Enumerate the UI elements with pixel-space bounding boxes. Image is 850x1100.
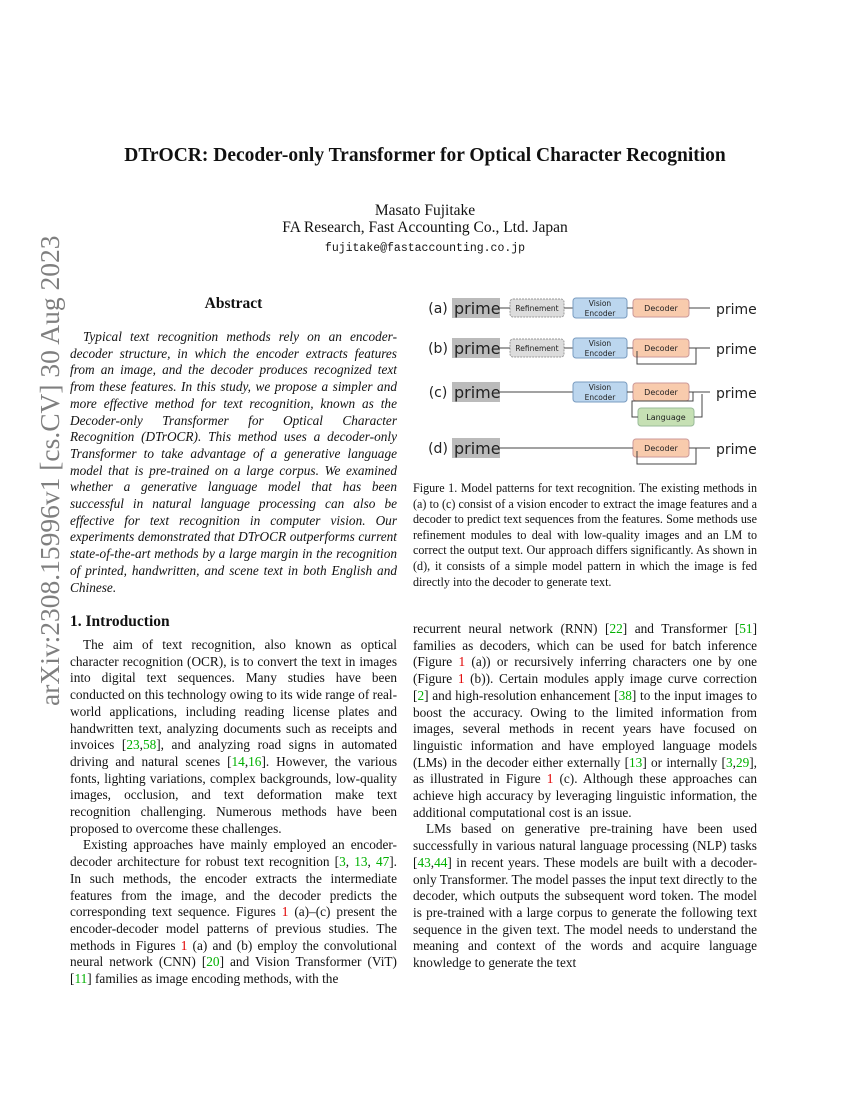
text-run: (a)–(c) present the encoder-decoder model patterns of previous studies. The methods in Figures: [70, 904, 398, 953]
text-run: recurrent neural network (RNN) [: [413, 621, 610, 636]
paragraph: [70, 637, 397, 837]
text-run: ,: [244, 753, 249, 769]
text-run: ]. In such methods, the encoder extracts the intermediate features from the image, and the decoder predicts the corresponding text sequence. Figures: [70, 854, 397, 920]
decoder-label: Decoder: [644, 444, 678, 453]
affiliation: FA Research, Fast Accounting Co., Ltd. Japan: [282, 219, 568, 236]
figure-ref-link[interactable]: 1: [281, 904, 289, 920]
encoder-label-line1: Vision: [588, 383, 612, 392]
output-text: prime: [716, 442, 757, 458]
text-run: LMs based on generative pre-training have been used successfully in various natural language processing (NLP) tasks [: [413, 821, 757, 870]
citation-link[interactable]: 51: [739, 621, 753, 636]
figure-ref-link[interactable]: 1: [457, 671, 465, 687]
citation-link[interactable]: 20: [206, 954, 220, 970]
citation-link[interactable]: 22: [609, 621, 623, 636]
paragraph: [413, 821, 757, 971]
row-label: (c): [428, 385, 448, 401]
refinement-label: Refinement: [515, 344, 559, 353]
encoder-label-line2: Encoder: [584, 349, 616, 358]
right-column-body: [413, 621, 757, 972]
text-run: ] families as image encoding methods, with the: [87, 971, 339, 987]
figure-1-diagram: [420, 292, 765, 472]
figure-ref-link[interactable]: 1: [180, 937, 188, 953]
citation-link[interactable]: 11: [74, 971, 88, 987]
output-text: prime: [716, 386, 757, 402]
text-run: ,: [732, 754, 736, 770]
row-label: (b): [428, 341, 448, 357]
citation-link[interactable]: 58: [142, 737, 157, 753]
text-run: ,: [345, 854, 355, 870]
citation-link[interactable]: 43: [417, 854, 431, 870]
row-label: (a): [428, 301, 448, 317]
lm-return: [694, 394, 702, 417]
encoder-label-line2: Encoder: [584, 393, 616, 402]
text-run: ] in recent years. These models are built with a decoder-only Transformer. The model passes the input text directly to the decoder, which outputs the subsequent word token. The model is pre-trained with a large corpus to generate the following text sequence in the given text. The model needs to understand the meaning and context of the words and acquire language knowledge to generate the text: [413, 854, 757, 971]
left-column-body: [70, 637, 397, 988]
text-run: ]. However, the various fonts, lighting variations, complex backgrounds, low-quality images, occlusion, and text deformation make text recognition challenging. Numerous methods have been proposed to overcome these challenges.: [70, 753, 397, 836]
text-run: (a) and (b) employ the convolutional neural network (CNN) [: [70, 937, 398, 970]
citation-link[interactable]: 16: [248, 753, 262, 769]
text-run: ] and Vision Transformer (ViT) [: [70, 954, 397, 987]
email[interactable]: fujitake@fastaccounting.co.jp: [324, 242, 526, 255]
text-run: ,: [367, 854, 376, 870]
decoder-label: Decoder: [644, 388, 678, 397]
text-run: ,: [139, 737, 143, 753]
author: Masato Fujitake: [374, 202, 476, 219]
citation-link[interactable]: 47: [375, 854, 390, 870]
text-run: ] and high-resolution enhancement [: [424, 687, 619, 703]
text-run: ] families as decoders, which can be used for batch inference (Figure: [413, 621, 757, 670]
input-image-text: prime: [454, 383, 501, 402]
decoder-label: Decoder: [644, 304, 678, 313]
citation-link[interactable]: 2: [417, 687, 425, 703]
paper-title: DTrOCR: Decoder-only Transformer for Optical Character Recognition: [124, 145, 726, 166]
input-image-text: prime: [454, 299, 501, 318]
arxiv-stamp: arXiv:2308.15996v1 [cs.CV] 30 Aug 2023: [34, 235, 65, 706]
citation-link[interactable]: 29: [735, 754, 750, 770]
citation-link[interactable]: 38: [618, 687, 632, 703]
citation-link[interactable]: 13: [629, 754, 643, 770]
text-run: ] and Transformer [: [622, 621, 740, 636]
text-run: ], as illustrated in Figure: [413, 754, 757, 787]
text-run: ] to the input images to boost the accuracy. Owing to the limited information from images, several methods in recent years have focused on linguistic information and have employed language models (LMs) in the decoder either externally [: [413, 687, 757, 770]
text-run: ] or internally [: [642, 754, 726, 770]
text-run: (a)) or recursively inferring characters one by one (Figure: [413, 654, 757, 687]
paragraph: [70, 837, 397, 987]
citation-link[interactable]: 44: [434, 854, 448, 870]
citation-link[interactable]: 3: [339, 854, 346, 870]
refinement-label: Refinement: [515, 304, 559, 313]
text-run: The aim of text recognition, also known as optical character recognition (OCR), is to convert the text in images into digital text sequences. Many studies have been conducted on this technology owing to its wide range of real-world applications, including reading license plates and handwritten text, analyzing documents such as receipts and invoices [: [70, 637, 397, 753]
input-image-text: prime: [454, 439, 501, 458]
abstract-text: Typical text recognition methods rely on an encoder-decoder structure, in which the encoder extracts features from an image, and the decoder produces recognized text from these features. In this study, we propose a simpler and more effective method for text recognition, known as the Decoder-only Transformer for Optical Character Recognition (DTrOCR). This method uses a decoder-only Transformer to take advantage of a generative language model that is pre-trained on a large corpus. We examined whether a generative language model that has been successful in natural language processing can also be effective for text recognition in computer vision. Our experiments demonstrated that DTrOCR outperforms current state-of-the-art methods by a large margin in the recognition of printed, handwritten, and scene text in both English and Chinese.: [70, 329, 397, 595]
encoder-label-line1: Vision: [588, 299, 612, 308]
figure-ref-link[interactable]: 1: [546, 771, 554, 787]
output-text: prime: [716, 342, 757, 358]
decoder-label: Decoder: [644, 344, 678, 353]
citation-link[interactable]: 14: [231, 753, 245, 769]
citation-link[interactable]: 23: [126, 737, 140, 753]
text-run: Existing approaches have mainly employed an encoder-decoder architecture for robust text recognition [: [70, 837, 397, 870]
encoder-label-line1: Vision: [588, 339, 612, 348]
citation-link[interactable]: 3: [725, 754, 733, 770]
paragraph: [413, 621, 757, 821]
abstract-body: [70, 329, 397, 596]
input-image-text: prime: [454, 339, 501, 358]
abstract-heading: Abstract: [204, 295, 263, 312]
language-label: Language: [646, 413, 686, 422]
section-heading-introduction: 1. Introduction: [70, 613, 170, 630]
figure-caption: Figure 1. Model patterns for text recognition. The existing methods in (a) to (c) consist of a vision encoder to extract the image features and a decoder to predict text sequences from the features. Some methods use refinement modules to deal with low-quality images and an LM to correct the output text. Our approach differs significantly. As shown in (d), it consists of a simple model pattern in which the image is fed directly into the decoder to generate text.: [413, 481, 757, 589]
output-text: prime: [716, 302, 757, 318]
text-run: ,: [430, 854, 435, 870]
text-run: (c). Although these approaches can achieve high accuracy by leveraging linguistic information, the additional computational cost is an issue.: [413, 771, 758, 820]
text-run: (b)). Certain modules apply image curve correction [: [413, 671, 757, 703]
row-label: (d): [428, 441, 448, 457]
citation-link[interactable]: 13: [354, 854, 368, 870]
text-run: ], and analyzing road signs in automated driving and natural scenes [: [70, 737, 397, 769]
encoder-label-line2: Encoder: [584, 309, 616, 318]
figure-ref-link[interactable]: 1: [458, 654, 466, 670]
